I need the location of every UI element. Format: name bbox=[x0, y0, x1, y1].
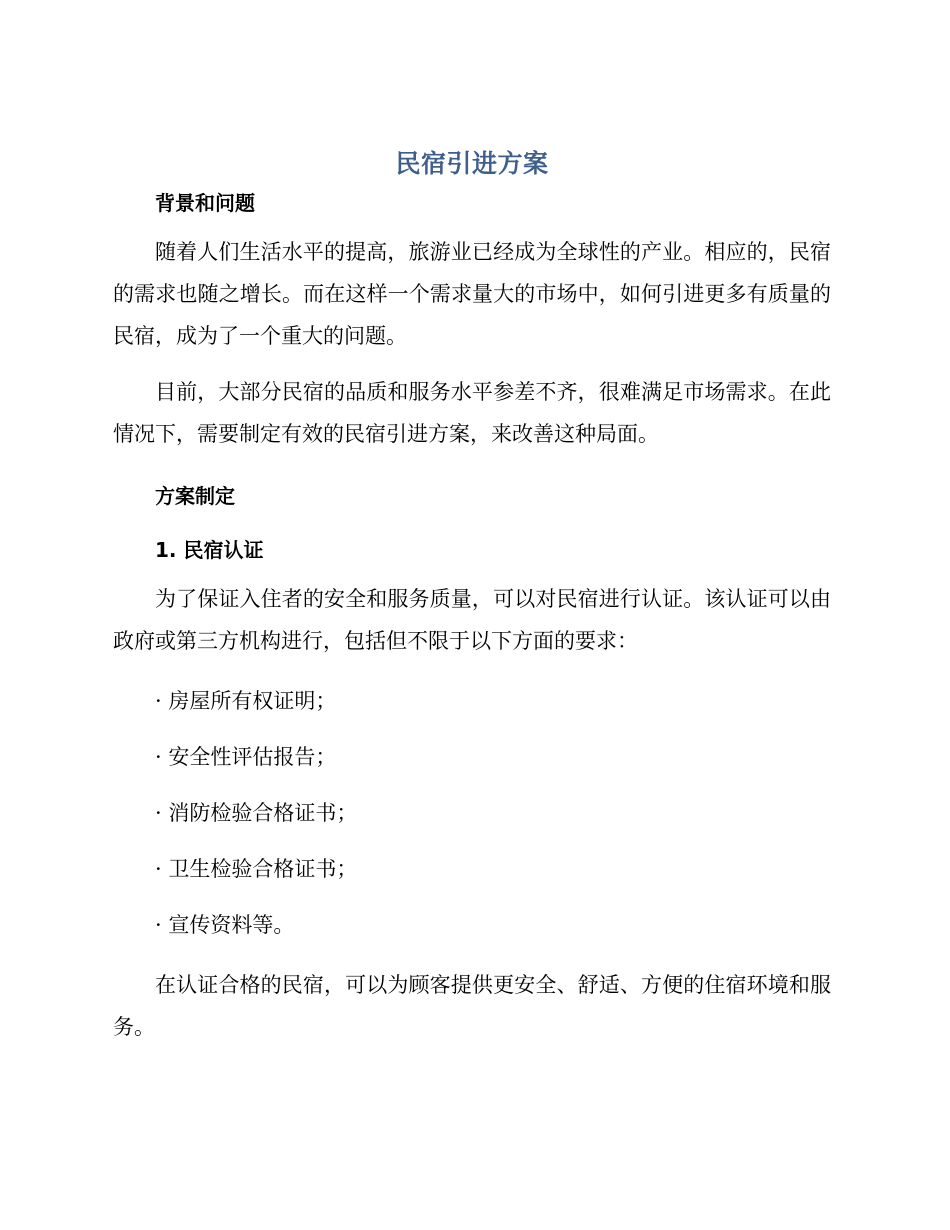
document-body bbox=[113, 146, 831, 1048]
list-item: · 房屋所有权证明； bbox=[155, 689, 337, 713]
paragraph-certification-benefit: 在认证合格的民宿，可以为顾客提供更安全、舒适、方便的住宿环境和服务。 bbox=[113, 973, 831, 1039]
paragraph-background-1: 随着人们生活水平的提高，旅游业已经成为全球性的产业。相应的，民宿的需求也随之增长。而在这样一个需求量大的市场中，如何引进更多有质量的民宿，成为了一个重大的问题。 bbox=[113, 240, 831, 348]
subsection-heading-certification: 1. 民宿认证 bbox=[155, 538, 264, 562]
list-item: · 卫生检验合格证书； bbox=[155, 857, 358, 881]
paragraph-certification: 为了保证入住者的安全和服务质量，可以对民宿进行认证。该认证可以由政府或第三方机构进行，包括但不限于以下方面的要求： bbox=[113, 587, 831, 653]
list-item: · 安全性评估报告； bbox=[155, 745, 337, 769]
section-heading-plan: 方案制定 bbox=[155, 484, 235, 508]
section-heading-background: 背景和问题 bbox=[155, 191, 255, 215]
document-title: 民宿引进方案 bbox=[395, 149, 549, 178]
paragraph-background-2: 目前，大部分民宿的品质和服务水平参差不齐，很难满足市场需求。在此情况下，需要制定有效的民宿引进方案，来改善这种局面。 bbox=[113, 380, 831, 446]
list-item: · 宣传资料等。 bbox=[155, 913, 295, 937]
list-item: · 消防检验合格证书； bbox=[155, 801, 358, 825]
